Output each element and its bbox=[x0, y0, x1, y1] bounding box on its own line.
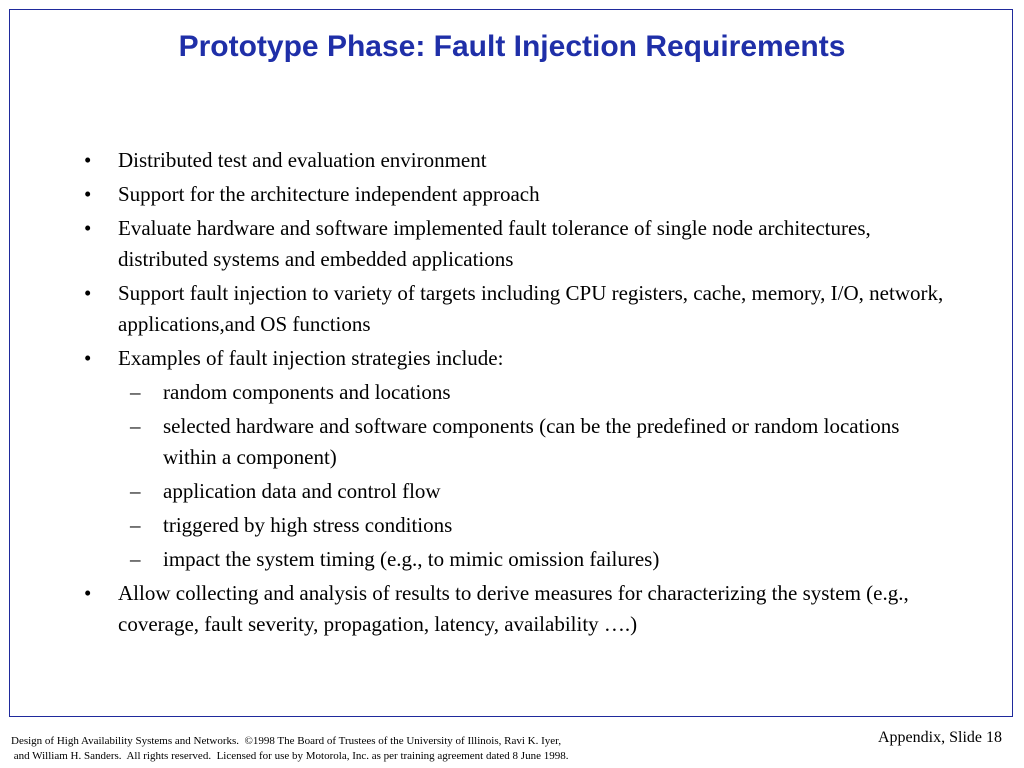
bullet-item bbox=[78, 278, 958, 340]
bullet-marker: • bbox=[84, 281, 92, 305]
footer-copyright bbox=[11, 734, 568, 764]
slide-title: Prototype Phase: Fault Injection Requirements bbox=[178, 30, 846, 63]
sub-bullet-marker: – bbox=[130, 414, 141, 438]
sub-bullet-item bbox=[78, 411, 958, 473]
sub-bullet-marker: – bbox=[130, 380, 141, 404]
sub-bullet-marker: – bbox=[130, 479, 141, 503]
bullet-marker: • bbox=[84, 216, 92, 240]
sub-bullet-marker: – bbox=[130, 547, 141, 571]
sub-bullet-text: application data and control flow bbox=[163, 479, 441, 503]
bullet-text: Allow collecting and analysis of results to derive measures for characterizing the system (e.g., coverage, fault severity, propagation, latency, availability ….) bbox=[118, 581, 909, 636]
sub-bullet-text: impact the system timing (e.g., to mimic omission failures) bbox=[163, 547, 660, 571]
bullet-text: Examples of fault injection strategies include: bbox=[118, 346, 504, 370]
sub-bullet-item bbox=[78, 377, 958, 408]
bullet-item bbox=[78, 145, 958, 176]
sub-bullet-item bbox=[78, 544, 958, 575]
bullet-text: Support fault injection to variety of targets including CPU registers, cache, memory, I/O, network, applications,and OS functions bbox=[118, 281, 944, 336]
sub-bullet-text: random components and locations bbox=[163, 380, 451, 404]
bullet-text: Support for the architecture independent approach bbox=[118, 182, 540, 206]
sub-bullet-item bbox=[78, 476, 958, 507]
bullet-item bbox=[78, 213, 958, 275]
bullet-item bbox=[78, 343, 958, 374]
footer-copyright-line-2: and William H. Sanders. All rights reserved. Licensed for use by Motorola, Inc. as per training agreement dated 8 June 1998. bbox=[11, 750, 569, 762]
bullet-marker: • bbox=[84, 581, 92, 605]
footer-copyright-line-1: Design of High Availability Systems and Networks. ©1998 The Board of Trustees of the University of Illinois, Ravi K. Iyer, bbox=[11, 735, 562, 747]
bullet-item bbox=[78, 578, 958, 640]
bullet-text: Distributed test and evaluation environment bbox=[118, 148, 487, 172]
slide-number: Appendix, Slide 18 bbox=[878, 729, 1002, 746]
bullet-marker: • bbox=[84, 182, 92, 206]
slide-body bbox=[78, 145, 958, 643]
bullet-text: Evaluate hardware and software implemented fault tolerance of single node architectures, distributed systems and embedded applications bbox=[118, 216, 871, 271]
sub-bullet-item bbox=[78, 510, 958, 541]
sub-bullet-marker: – bbox=[130, 513, 141, 537]
bullet-item bbox=[78, 179, 958, 210]
sub-bullet-text: selected hardware and software components (can be the predefined or random locations within a component) bbox=[163, 414, 900, 469]
bullet-marker: • bbox=[84, 148, 92, 172]
sub-bullet-text: triggered by high stress conditions bbox=[163, 513, 453, 537]
bullet-marker: • bbox=[84, 346, 92, 370]
